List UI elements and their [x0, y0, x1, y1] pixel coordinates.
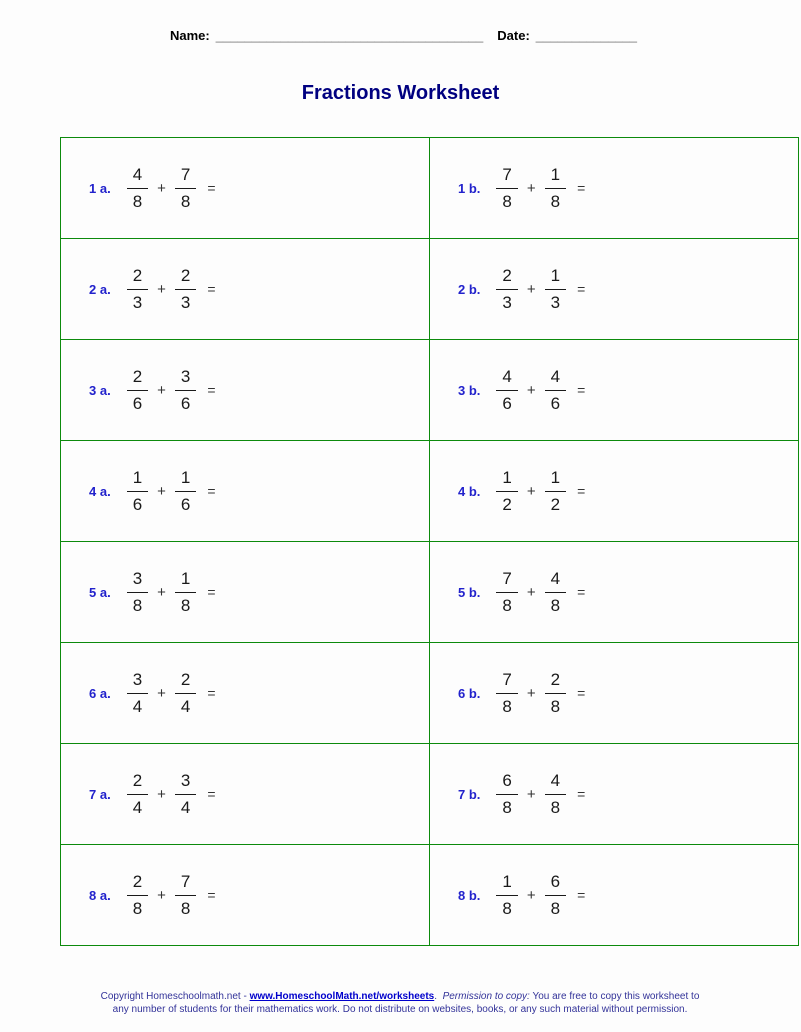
numerator: 2 — [175, 669, 196, 693]
numerator: 4 — [545, 770, 566, 794]
numerator: 1 — [545, 164, 566, 188]
footer-copyright-text: Copyright Homeschoolmath.net - — [100, 991, 250, 1002]
problem-label: 6 b. — [458, 685, 481, 701]
fraction-first — [127, 770, 148, 818]
equals-sign: = — [577, 887, 586, 903]
fraction-first — [127, 568, 148, 616]
fraction-first — [496, 366, 517, 414]
numerator: 7 — [175, 871, 196, 895]
numerator: 1 — [496, 467, 517, 491]
footer-worksheets-link[interactable]: www.HomeschoolMath.net/worksheets — [249, 991, 435, 1002]
problem-content — [458, 669, 798, 717]
problem-content — [89, 467, 429, 515]
problem-content — [458, 467, 798, 515]
problem-cell-8a — [61, 845, 430, 946]
equals-sign: = — [577, 180, 586, 196]
fraction-second — [545, 871, 566, 919]
problem-content — [89, 568, 429, 616]
plus-sign: + — [526, 684, 536, 702]
fraction-first — [496, 568, 517, 616]
denominator: 3 — [132, 292, 143, 312]
denominator: 6 — [502, 393, 512, 413]
denominator: 8 — [132, 191, 143, 211]
numerator: 7 — [175, 164, 196, 188]
plus-sign: + — [157, 886, 166, 904]
footer-permission-label: Permission to copy: — [442, 991, 530, 1002]
numerator: 1 — [545, 467, 566, 491]
problem-row — [61, 542, 799, 643]
name-blank-line: _____________________________________ — [215, 28, 484, 43]
equals-sign: = — [207, 887, 216, 903]
fraction-second — [175, 669, 196, 717]
fraction-second — [175, 265, 196, 313]
denominator: 4 — [180, 696, 191, 716]
problem-label: 2 b. — [458, 281, 481, 297]
numerator: 6 — [545, 871, 566, 895]
problem-content — [89, 164, 429, 212]
problem-label: 3 a. — [89, 382, 111, 398]
problem-content — [458, 770, 798, 818]
fraction-first — [496, 770, 517, 818]
numerator: 1 — [175, 568, 196, 592]
problem-cell-7b — [430, 744, 799, 845]
problem-label: 7 a. — [89, 786, 111, 802]
problem-cell-3a — [61, 340, 430, 441]
numerator: 3 — [175, 366, 196, 390]
fraction-second — [175, 164, 196, 212]
problem-row — [61, 340, 799, 441]
fraction-second — [545, 265, 566, 313]
numerator: 3 — [127, 568, 148, 592]
footer-permission-text: You are free to copy this worksheet to any number of students for their mathematics work. Do not distribute on websites, books, or any such material without permission. — [112, 991, 700, 1015]
plus-sign: + — [526, 280, 536, 298]
fraction-second — [545, 164, 566, 212]
numerator: 1 — [175, 467, 196, 491]
numerator: 1 — [545, 265, 566, 289]
equals-sign: = — [207, 281, 216, 297]
problem-content — [458, 164, 798, 212]
fraction-second — [545, 770, 566, 818]
fraction-second — [545, 366, 566, 414]
equals-sign: = — [577, 786, 586, 802]
problem-row — [61, 138, 799, 239]
denominator: 8 — [502, 797, 512, 817]
plus-sign: + — [526, 381, 536, 399]
fraction-second — [545, 467, 566, 515]
denominator: 8 — [550, 797, 561, 817]
denominator: 8 — [550, 191, 561, 211]
denominator: 3 — [502, 292, 512, 312]
numerator: 2 — [127, 871, 148, 895]
problem-row — [61, 845, 799, 946]
numerator: 7 — [496, 669, 517, 693]
denominator: 6 — [180, 393, 191, 413]
denominator: 8 — [502, 898, 512, 918]
plus-sign: + — [526, 583, 536, 601]
fraction-second — [175, 366, 196, 414]
fraction-first — [496, 164, 517, 212]
problem-cell-1a — [61, 138, 430, 239]
numerator: 4 — [545, 366, 566, 390]
problem-label: 8 a. — [89, 887, 111, 903]
denominator: 8 — [502, 595, 512, 615]
problem-cell-6b — [430, 643, 799, 744]
plus-sign: + — [526, 785, 536, 803]
date-blank-line: ______________ — [535, 28, 638, 43]
problem-cell-6a — [61, 643, 430, 744]
problem-label: 2 a. — [89, 281, 111, 297]
numerator: 4 — [496, 366, 517, 390]
equals-sign: = — [207, 786, 216, 802]
fraction-second — [175, 770, 196, 818]
problem-cell-5b — [430, 542, 799, 643]
numerator: 2 — [127, 366, 148, 390]
problem-label: 5 b. — [458, 584, 481, 600]
problem-cell-2a — [61, 239, 430, 340]
footer-after-link: . — [434, 991, 443, 1002]
problem-content — [458, 265, 798, 313]
numerator: 6 — [496, 770, 517, 794]
problem-label: 1 a. — [89, 180, 111, 196]
fraction-first — [127, 164, 148, 212]
plus-sign: + — [157, 684, 166, 702]
fraction-first — [496, 467, 517, 515]
problem-cell-1b — [430, 138, 799, 239]
plus-sign: + — [157, 381, 166, 399]
problem-label: 6 a. — [89, 685, 111, 701]
denominator: 8 — [132, 898, 143, 918]
problem-content — [89, 871, 429, 919]
fraction-first — [496, 669, 517, 717]
problem-cell-7a — [61, 744, 430, 845]
equals-sign: = — [577, 483, 586, 499]
fraction-first — [127, 467, 148, 515]
fraction-first — [127, 669, 148, 717]
numerator: 2 — [545, 669, 566, 693]
plus-sign: + — [157, 583, 166, 601]
problem-row — [61, 744, 799, 845]
denominator: 6 — [132, 393, 143, 413]
page-title: Fractions Worksheet — [301, 82, 500, 104]
denominator: 8 — [502, 191, 512, 211]
denominator: 3 — [180, 292, 191, 312]
fraction-first — [127, 265, 148, 313]
numerator: 2 — [496, 265, 517, 289]
plus-sign: + — [157, 785, 166, 803]
numerator: 4 — [127, 164, 148, 188]
numerator: 1 — [496, 871, 517, 895]
footer-copyright — [100, 990, 700, 1016]
numerator: 2 — [127, 265, 148, 289]
problem-cell-4b — [430, 441, 799, 542]
fraction-second — [175, 568, 196, 616]
denominator: 2 — [550, 494, 561, 514]
numerator: 1 — [127, 467, 148, 491]
denominator: 3 — [550, 292, 561, 312]
plus-sign: + — [157, 280, 166, 298]
denominator: 8 — [180, 191, 191, 211]
numerator: 7 — [496, 568, 517, 592]
problem-content — [89, 265, 429, 313]
problem-label: 1 b. — [458, 180, 481, 196]
problem-content — [458, 366, 798, 414]
problem-label: 5 a. — [89, 584, 111, 600]
equals-sign: = — [207, 382, 216, 398]
numerator: 3 — [127, 669, 148, 693]
problem-row — [61, 643, 799, 744]
name-date-header — [170, 28, 650, 43]
problem-content — [458, 871, 798, 919]
fraction-second — [175, 467, 196, 515]
problem-row — [61, 239, 799, 340]
problem-label: 4 a. — [89, 483, 111, 499]
denominator: 4 — [132, 696, 143, 716]
plus-sign: + — [157, 482, 166, 500]
denominator: 8 — [550, 696, 561, 716]
denominator: 6 — [132, 494, 143, 514]
denominator: 8 — [180, 595, 191, 615]
fraction-first — [127, 366, 148, 414]
denominator: 6 — [550, 393, 561, 413]
denominator: 8 — [132, 595, 143, 615]
plus-sign: + — [157, 179, 166, 197]
equals-sign: = — [577, 584, 586, 600]
equals-sign: = — [577, 281, 586, 297]
problem-cell-8b — [430, 845, 799, 946]
fraction-second — [175, 871, 196, 919]
problem-cell-2b — [430, 239, 799, 340]
problem-cell-5a — [61, 542, 430, 643]
problem-content — [458, 568, 798, 616]
problem-cell-4a — [61, 441, 430, 542]
plus-sign: + — [526, 886, 536, 904]
equals-sign: = — [207, 180, 216, 196]
fraction-first — [496, 871, 517, 919]
plus-sign: + — [526, 179, 536, 197]
denominator: 4 — [180, 797, 191, 817]
numerator: 2 — [127, 770, 148, 794]
problem-label: 8 b. — [458, 887, 481, 903]
problem-content — [89, 366, 429, 414]
denominator: 6 — [180, 494, 191, 514]
denominator: 4 — [132, 797, 143, 817]
equals-sign: = — [207, 685, 216, 701]
numerator: 2 — [175, 265, 196, 289]
numerator: 7 — [496, 164, 517, 188]
fraction-first — [496, 265, 517, 313]
numerator: 4 — [545, 568, 566, 592]
problem-cell-3b — [430, 340, 799, 441]
numerator: 3 — [175, 770, 196, 794]
equals-sign: = — [207, 483, 216, 499]
problems-table — [60, 137, 799, 946]
problem-label: 3 b. — [458, 382, 481, 398]
denominator: 8 — [502, 696, 512, 716]
problem-content — [89, 669, 429, 717]
equals-sign: = — [207, 584, 216, 600]
denominator: 8 — [550, 898, 561, 918]
plus-sign: + — [526, 482, 536, 500]
problem-content — [89, 770, 429, 818]
denominator: 2 — [502, 494, 512, 514]
denominator: 8 — [180, 898, 191, 918]
equals-sign: = — [577, 382, 586, 398]
fraction-second — [545, 669, 566, 717]
problem-label: 7 b. — [458, 786, 481, 802]
problem-row — [61, 441, 799, 542]
date-label: Date: — [497, 28, 530, 43]
name-label: Name: — [170, 28, 210, 43]
denominator: 8 — [550, 595, 561, 615]
problem-label: 4 b. — [458, 483, 481, 499]
fraction-second — [545, 568, 566, 616]
fraction-first — [127, 871, 148, 919]
equals-sign: = — [577, 685, 586, 701]
